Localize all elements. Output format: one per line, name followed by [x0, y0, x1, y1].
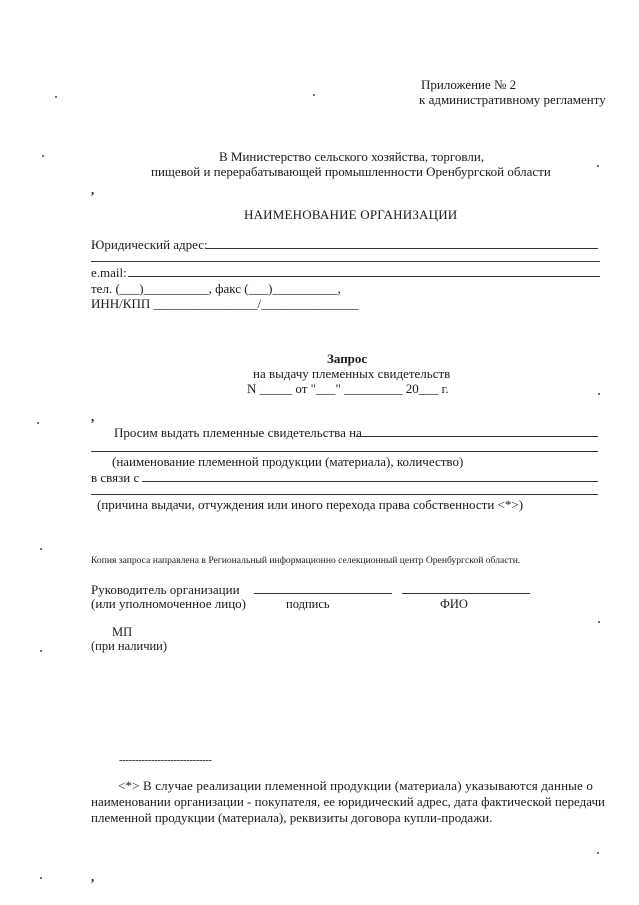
- stamp-label: МП: [112, 625, 133, 639]
- recipient-line-2: пищевой и перерабатывающей промышленности Оренбургской области: [151, 164, 551, 179]
- stamp-note: (при наличии): [91, 639, 168, 653]
- scan-speck: [597, 165, 599, 167]
- head-of-organization: Руководитель организации: [91, 582, 240, 597]
- scan-speck: [40, 548, 42, 550]
- appendix-line-1: Приложение № 2: [421, 77, 517, 92]
- footnote-line-2: наименовании организации - покупателя, ее юридический адрес, дата фактической передачи: [91, 794, 606, 809]
- reason-line-2: [91, 494, 598, 495]
- scan-speck: [598, 621, 600, 623]
- footnote-line-3: племенной продукции (материала), реквизиты договора купли-продажи.: [91, 810, 493, 825]
- footnote-line-1: <*> В случае реализации племенной продукции (материала) указываются данные о: [118, 778, 594, 793]
- scan-speck: [40, 650, 42, 652]
- scan-mark: ,: [91, 869, 95, 884]
- scan-speck: [42, 155, 44, 157]
- request-subtitle: на выдачу племенных свидетельств: [253, 366, 451, 381]
- request-number-line: N _____ от "___" _________ 20___ г.: [247, 381, 449, 396]
- fio-label: ФИО: [440, 597, 468, 611]
- legal-address-line-2: [91, 261, 600, 262]
- request-title: Запрос: [327, 351, 368, 366]
- footnote-separator: -----------------------------: [119, 755, 212, 766]
- scan-speck: [597, 852, 599, 854]
- product-line: [356, 436, 598, 437]
- scan-speck: [37, 422, 39, 424]
- scan-speck: [40, 877, 42, 879]
- scan-speck: [313, 94, 315, 96]
- product-line-2: [91, 451, 598, 452]
- appendix-line-2: к административному регламенту: [419, 92, 606, 107]
- reason-hint: (причина выдачи, отчуждения или иного перехода права собственности <*>): [97, 497, 524, 512]
- scan-speck: [598, 393, 600, 395]
- product-hint: (наименование племенной продукции (материала), количество): [112, 454, 464, 469]
- phone-fax-line: тел. (___)__________, факс (___)__________,: [91, 281, 341, 296]
- request-ask-text: Просим выдать племенные свидетельства на: [114, 425, 362, 440]
- scan-speck: [55, 96, 57, 98]
- recipient-line-1: В Министерство сельского хозяйства, торговли,: [219, 149, 485, 164]
- fio-line: [402, 593, 530, 594]
- legal-address-label: Юридический адрес:: [91, 237, 208, 252]
- organization-name: НАИМЕНОВАНИЕ ОРГАНИЗАЦИИ: [244, 207, 458, 222]
- scan-mark: ,: [91, 409, 95, 424]
- reason-label: в связи с: [91, 470, 140, 485]
- scan-mark: ,: [91, 182, 95, 197]
- signature-label: подпись: [286, 597, 330, 611]
- reason-line: [142, 481, 598, 482]
- signature-line: [254, 593, 392, 594]
- authorized-person: (или уполномоченное лицо): [91, 596, 246, 611]
- copy-note: Копия запроса направлена в Региональный информационно селекционный центр Оренбургской области.: [91, 555, 521, 566]
- legal-address-line: [206, 248, 598, 249]
- email-label: e.mail:: [91, 265, 127, 280]
- email-line: [128, 276, 600, 277]
- inn-kpp-line: ИНН/КПП ________________/_______________: [91, 296, 359, 311]
